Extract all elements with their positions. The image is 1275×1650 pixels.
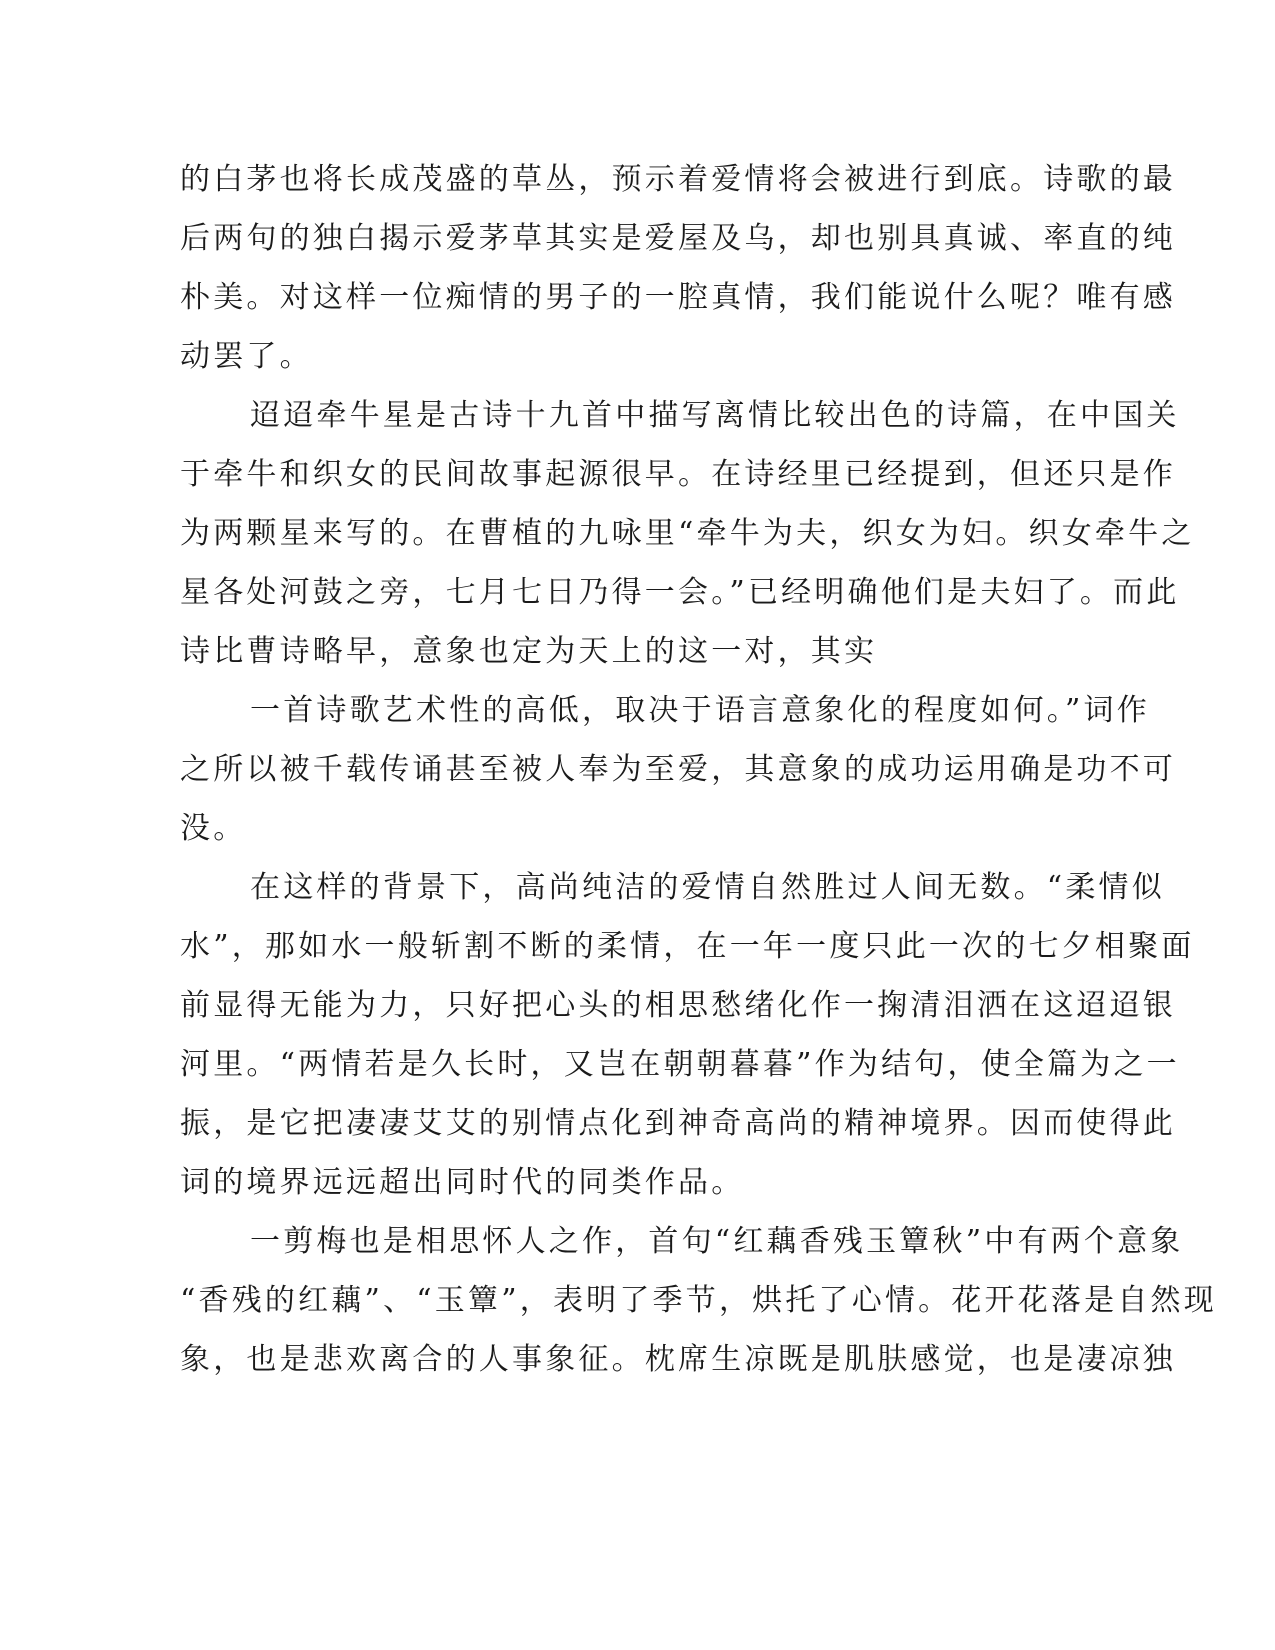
text-line: 在这样的背景下，高尚纯洁的爱情自然胜过人间无数。“柔情似 bbox=[250, 870, 1165, 905]
text-line: 没。 bbox=[180, 811, 247, 846]
text-line: 为两颗星来写的。在曹植的九咏里“牵牛为夫，织女为妇。织女牵牛之 bbox=[180, 516, 1195, 551]
paragraph bbox=[180, 150, 1176, 386]
text-line: 迢迢牵牛星是古诗十九首中描写离情比较出色的诗篇，在中国关 bbox=[250, 398, 1180, 433]
text-line: 动罢了。 bbox=[180, 339, 313, 374]
text-line: 于牵牛和织女的民间故事起源很早。在诗经里已经提到，但还只是作 bbox=[180, 457, 1176, 492]
paragraph bbox=[180, 858, 1195, 1212]
paragraph bbox=[180, 681, 1176, 858]
text-line: 振，是它把凄凄艾艾的别情点化到神奇高尚的精神境界。因而使得此 bbox=[180, 1106, 1176, 1141]
text-line: 星各处河鼓之旁，七月七日乃得一会。”已经明确他们是夫妇了。而此 bbox=[180, 575, 1180, 610]
text-line: 后两句的独白揭示爱茅草其实是爱屋及乌，却也别具真诚、率直的纯 bbox=[180, 221, 1176, 256]
paragraph bbox=[180, 386, 1195, 681]
text-line: 一剪梅也是相思怀人之作，首句“红藕香残玉簟秋”中有两个意象 bbox=[250, 1224, 1184, 1259]
text-line: 象，也是悲欢离合的人事象征。枕席生凉既是肌肤感觉，也是凄凉独 bbox=[180, 1342, 1176, 1377]
text-line: 前显得无能为力，只好把心头的相思愁绪化作一掬清泪洒在这迢迢银 bbox=[180, 988, 1176, 1023]
paragraph bbox=[180, 1212, 1217, 1389]
text-line: 朴美。对这样一位痴情的男子的一腔真情，我们能说什么呢？唯有感 bbox=[180, 280, 1176, 315]
text-line: “香残的红藕”、“玉簟”，表明了季节，烘托了心情。花开花落是自然现 bbox=[180, 1283, 1217, 1318]
text-line: 水”，那如水一般斩割不断的柔情，在一年一度只此一次的七夕相聚面 bbox=[180, 929, 1195, 964]
text-line: 诗比曹诗略早，意象也定为天上的这一对，其实 bbox=[180, 634, 878, 669]
text-line: 一首诗歌艺术性的高低，取决于语言意象化的程度如何。”词作 bbox=[250, 693, 1150, 728]
text-line: 的白茅也将长成茂盛的草丛，预示着爱情将会被进行到底。诗歌的最 bbox=[180, 162, 1176, 197]
text-line: 之所以被千载传诵甚至被人奉为至爱，其意象的成功运用确是功不可 bbox=[180, 752, 1176, 787]
text-line: 词的境界远远超出同时代的同类作品。 bbox=[180, 1165, 745, 1200]
text-line: 河里。“两情若是久长时，又岂在朝朝暮暮”作为结句，使全篇为之一 bbox=[180, 1047, 1180, 1082]
